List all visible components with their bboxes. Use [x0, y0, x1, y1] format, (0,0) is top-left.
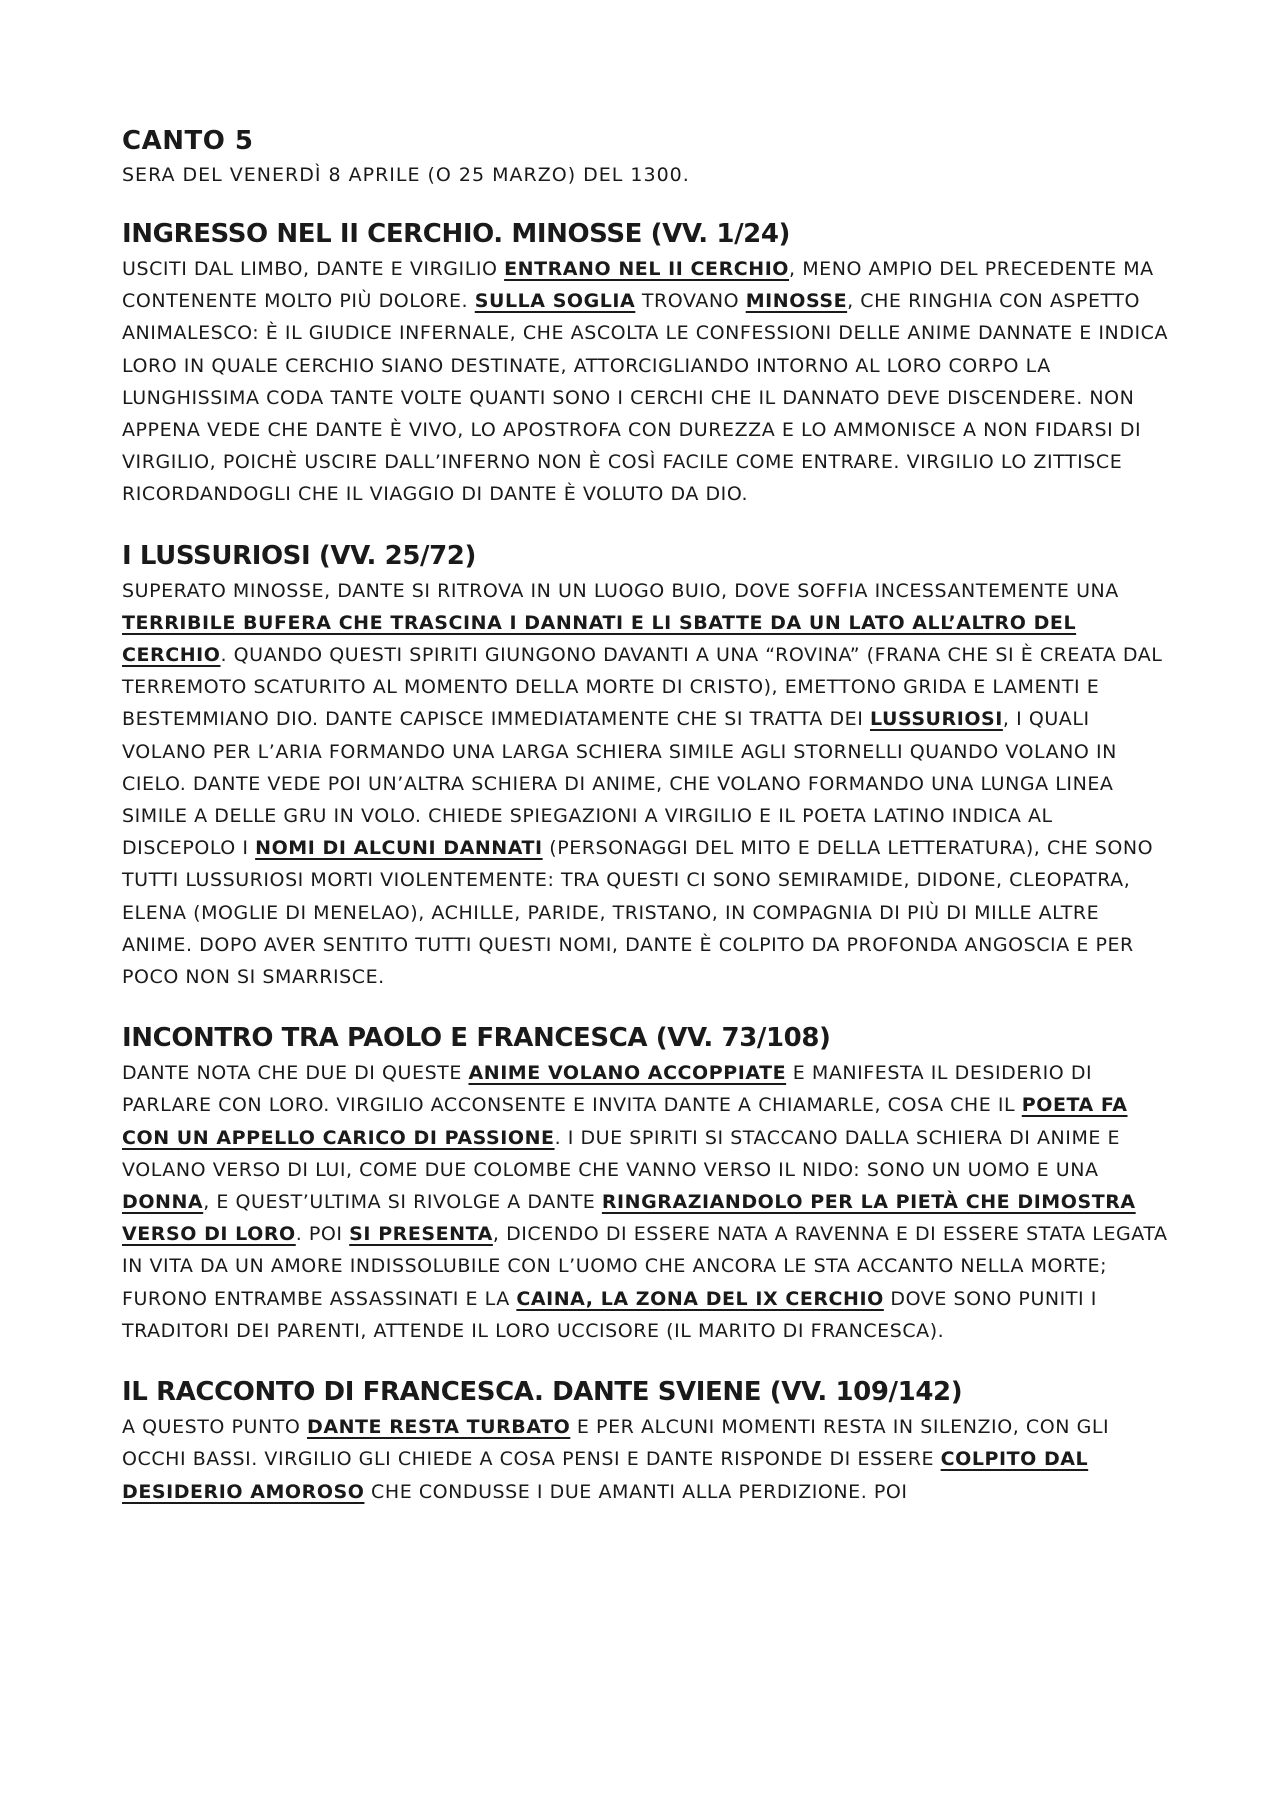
- section-heading: I LUSSURIOSI (VV. 25/72): [122, 540, 476, 571]
- section-paragraph: [122, 1411, 1170, 1508]
- paragraph-text: , DICENDO DI ESSERE NATA A RAVENNA E DI ESSERE STATA LEGATA IN VITA DA UN AMORE INDISSOLUBILE CON L’UOMO CHE ANCORA LE STA ACCANTO NELLA MORTE; FURONO ENTRAMBE ASSASSINATI E LA: [122, 1223, 1168, 1310]
- paragraph-text: E PER ALCUNI MOMENTI RESTA IN SILENZIO, CON GLI OCCHI BASSI. VIRGILIO GLI CHIEDE A COSA PENSI E DANTE RISPONDE DI ESSERE: [122, 1416, 1110, 1471]
- highlighted-text: SI PRESENTA: [349, 1223, 493, 1246]
- section-lussuriosi: [122, 539, 1170, 994]
- section-minosse: [122, 217, 1170, 511]
- highlighted-text: NOMI DI ALCUNI DANNATI: [255, 837, 543, 860]
- highlighted-text: CAINA, LA ZONA DEL IX CERCHIO: [516, 1287, 884, 1310]
- highlighted-text: POETA FA CON UN APPELLO CARICO DI PASSIONE: [122, 1094, 1128, 1149]
- paragraph-text: TROVANO: [635, 290, 746, 313]
- page-subtitle: SERA DEL VENERDÌ 8 APRILE (O 25 MARZO) DEL 1300.: [122, 164, 690, 186]
- section-paragraph: [122, 253, 1170, 511]
- section-paragraph: [122, 575, 1170, 994]
- paragraph-text: CHE CONDUSSE I DUE AMANTI ALLA PERDIZIONE. POI: [364, 1480, 908, 1503]
- section-heading: IL RACCONTO DI FRANCESCA. DANTE SVIENE (VV. 109/142): [122, 1377, 963, 1408]
- highlighted-text: SULLA SOGLIA: [474, 290, 636, 313]
- paragraph-text: . QUANDO QUESTI SPIRITI GIUNGONO DAVANTI A UNA “ROVINA” (FRANA CHE SI È CREATA DAL TERREMOTO SCATURITO AL MOMENTO DELLA MORTE DI CRISTO), EMETTONO GRIDA E LAMENTI E BESTEMMIANO DIO. DANTE CAPISCE IMMEDIATAMENTE CHE SI TRATTA DEI: [122, 644, 1163, 731]
- section-racconto-francesca: [122, 1375, 1170, 1508]
- paragraph-text: , CHE RINGHIA CON ASPETTO ANIMALESCO: È IL GIUDICE INFERNALE, CHE ASCOLTA LE CONFESSIONI DELLE ANIME DANNATE E INDICA LORO IN QUALE CERCHIO SIANO DESTINATE, ATTORCIGLIANDO INTORNO AL LORO CORPO LA LUNGHISSIMA CODA TANTE VOLTE QUANTI SONO I CERCHI CHE IL DANNATO DEVE DISCENDERE. NON APPENA VEDE CHE DANTE È VIVO, LO APOSTROFA CON DUREZZA E LO AMMONISCE A NON FIDARSI DI VIRGILIO, POICHÈ USCIRE DALL’INFERNO NON È COSÌ FACILE COME ENTRARE. VIRGILIO LO ZITTISCE RICORDANDOGLI CHE IL VIAGGIO DI DANTE È VOLUTO DA DIO.: [122, 290, 1169, 506]
- highlighted-text: DONNA: [122, 1191, 204, 1214]
- section-paolo-francesca: [122, 1021, 1170, 1347]
- paragraph-text: . POI: [295, 1223, 350, 1246]
- paragraph-text: . I DUE SPIRITI SI STACCANO DALLA SCHIERA DI ANIME E VOLANO VERSO DI LUI, COME DUE COLOMBE CHE VANNO VERSO IL NIDO: SONO UN UOMO E UNA: [122, 1126, 1121, 1181]
- section-heading: INCONTRO TRA PAOLO E FRANCESCA (VV. 73/108): [122, 1023, 831, 1054]
- page-title: CANTO 5: [122, 126, 254, 156]
- highlighted-text: MINOSSE: [745, 290, 848, 313]
- highlighted-text: RINGRAZIANDOLO PER LA PIETÀ CHE DIMOSTRA VERSO DI LORO: [122, 1191, 1136, 1246]
- section-heading: INGRESSO NEL II CERCHIO. MINOSSE (VV. 1/24): [122, 219, 791, 249]
- highlighted-text: LUSSURIOSI: [869, 708, 1003, 731]
- paragraph-text: , E QUEST’ULTIMA SI RIVOLGE A DANTE: [203, 1191, 602, 1214]
- paragraph-text: (PERSONAGGI DEL MITO E DELLA LETTERATURA), CHE SONO TUTTI LUSSURIOSI MORTI VIOLENTEMENTE: TRA QUESTI CI SONO SEMIRAMIDE, DIDONE, CLEOPATRA, ELENA (MOGLIE DI MENELAO), ACHILLE, PARIDE, TRISTANO, IN COMPAGNIA DI PIÙ DI MILLE ALTRE ANIME. DOPO AVER SENTITO TUTTI QUESTI NOMI, DANTE È COLPITO DA PROFONDA ANGOSCIA E PER POCO NON SI SMARRISCE.: [122, 837, 1154, 989]
- highlighted-text: TERRIBILE BUFERA CHE TRASCINA I DANNATI E LI SBATTE DA UN LATO ALL’ALTRO DEL CERCHIO: [122, 611, 1077, 667]
- paragraph-text: A QUESTO PUNTO: [122, 1416, 307, 1439]
- paragraph-text: USCITI DAL LIMBO, DANTE E VIRGILIO: [122, 258, 505, 280]
- paragraph-text: E MANIFESTA IL DESIDERIO DI PARLARE CON LORO. VIRGILIO ACCONSENTE E INVITA DANTE A CHIAMARLE, COSA CHE IL: [122, 1062, 1093, 1117]
- paragraph-text: , MENO AMPIO DEL PRECEDENTE MA CONTENENTE MOLTO PIÙ DOLORE.: [122, 258, 1154, 313]
- paragraph-text: DOVE SONO PUNITI I TRADITORI DEI PARENTI, ATTENDE IL LORO UCCISORE (IL MARITO DI FRANCESCA).: [122, 1287, 1097, 1342]
- paragraph-text: DANTE NOTA CHE DUE DI QUESTE: [122, 1062, 469, 1085]
- highlighted-text: COLPITO DAL DESIDERIO AMOROSO: [122, 1448, 1089, 1503]
- section-paragraph: [122, 1057, 1170, 1347]
- paragraph-text: , I QUALI VOLANO PER L’ARIA FORMANDO UNA LARGA SCHIERA SIMILE AGLI STORNELLI QUANDO VOLANO IN CIELO. DANTE VEDE POI UN’ALTRA SCHIERA DI ANIME, CHE VOLANO FORMANDO UNA LUNGA LINEA SIMILE A DELLE GRU IN VOLO. CHIEDE SPIEGAZIONI A VIRGILIO E IL POETA LATINO INDICA AL DISCEPOLO I: [122, 708, 1117, 860]
- highlighted-text: ENTRANO NEL II CERCHIO: [504, 258, 790, 280]
- paragraph-text: SUPERATO MINOSSE, DANTE SI RITROVA IN UN LUOGO BUIO, DOVE SOFFIA INCESSANTEMENTE UNA: [122, 579, 1119, 602]
- highlighted-text: DANTE RESTA TURBATO: [307, 1416, 571, 1439]
- highlighted-text: ANIME VOLANO ACCOPPIATE: [468, 1062, 787, 1085]
